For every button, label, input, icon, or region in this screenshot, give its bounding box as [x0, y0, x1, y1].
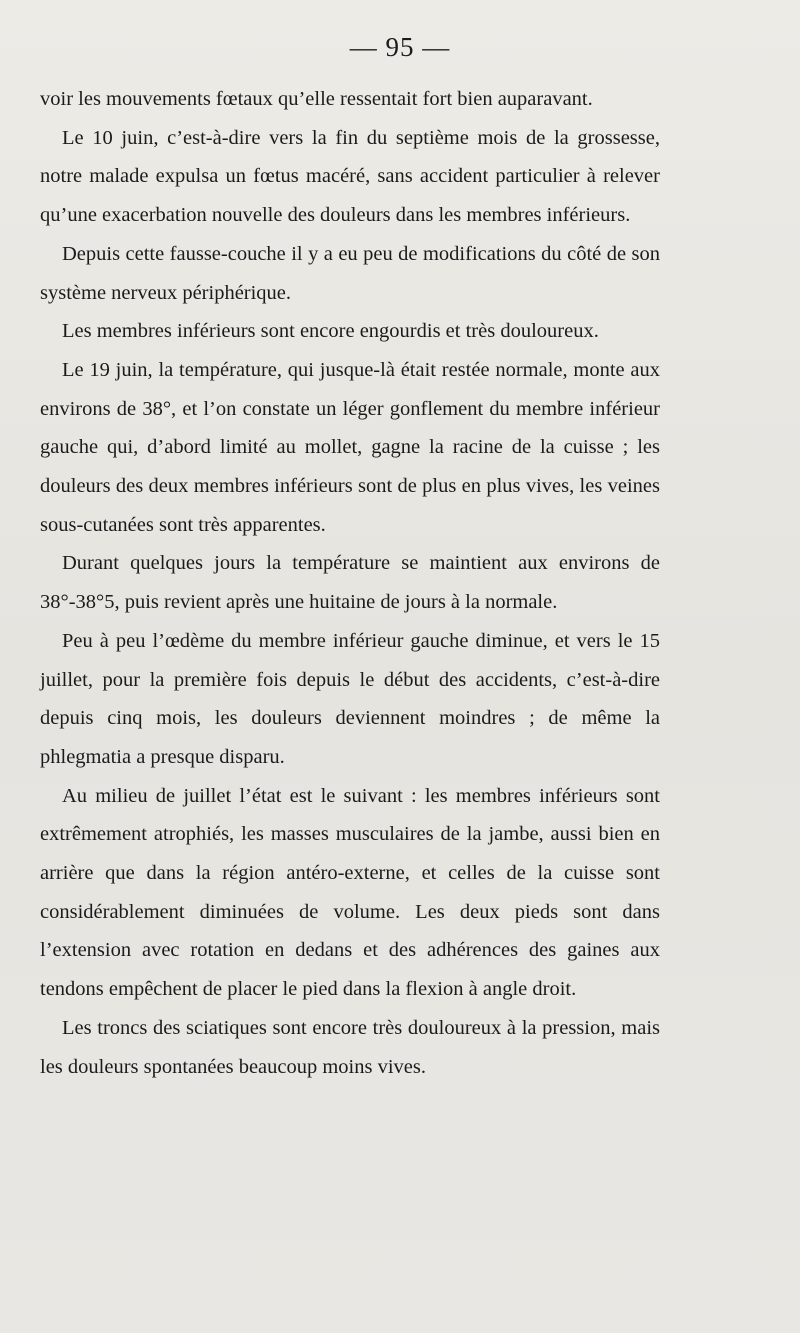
body-text: [40, 80, 660, 1086]
paragraph: Au milieu de juillet l’état est le suivant : les membres inférieurs sont extrêmement atrophiés, les masses musculaires de la jambe, aussi bien en arrière que dans la région antéro-externe, et celles de la cuisse sont considérablement diminuées de volume. Les deux pieds sont dans l’extension avec rotation en dedans et des adhérences des gaines aux tendons empêchent de placer le pied dans la flexion à angle droit.: [40, 784, 660, 1001]
paragraph: Le 10 juin, c’est-à-dire vers la fin du septième mois de la grossesse, notre malade expulsa un fœtus macéré, sans accident particulier à relever qu’une exacerbation nouvelle des douleurs dans les membres inférieurs.: [40, 126, 660, 227]
paragraph: Les membres inférieurs sont encore engourdis et très douloureux.: [62, 320, 599, 343]
paragraph: Les troncs des sciatiques sont encore très douloureux à la pression, mais les douleurs spontanées beaucoup moins vives.: [40, 1016, 660, 1078]
paragraph: Durant quelques jours la température se maintient aux environs de 38°-38°5, puis revient après une huitaine de jours à la normale.: [40, 552, 660, 614]
paragraph: Le 19 juin, la température, qui jusque-là était restée normale, monte aux environs de 38°, et l’on constate un léger gonflement du membre inférieur gauche qui, d’abord limité au mollet, gagne la racine de la cuisse ; les douleurs des deux membres inférieurs sont de plus en plus vives, les veines sous-cutanées sont très apparentes.: [40, 358, 660, 536]
paragraph: Peu à peu l’œdème du membre inférieur gauche diminue, et vers le 15 juillet, pour la première fois depuis le début des accidents, c’est-à-dire depuis cinq mois, les douleurs deviennent moindres ; de même la phlegmatia a presque disparu.: [40, 629, 660, 768]
paragraph: voir les mouvements fœtaux qu’elle ressentait fort bien auparavant.: [40, 88, 593, 110]
paragraph: Depuis cette fausse-couche il y a eu peu de modifications du côté de son système nerveux périphérique.: [40, 242, 660, 304]
page-number: — 95 —: [349, 32, 451, 62]
